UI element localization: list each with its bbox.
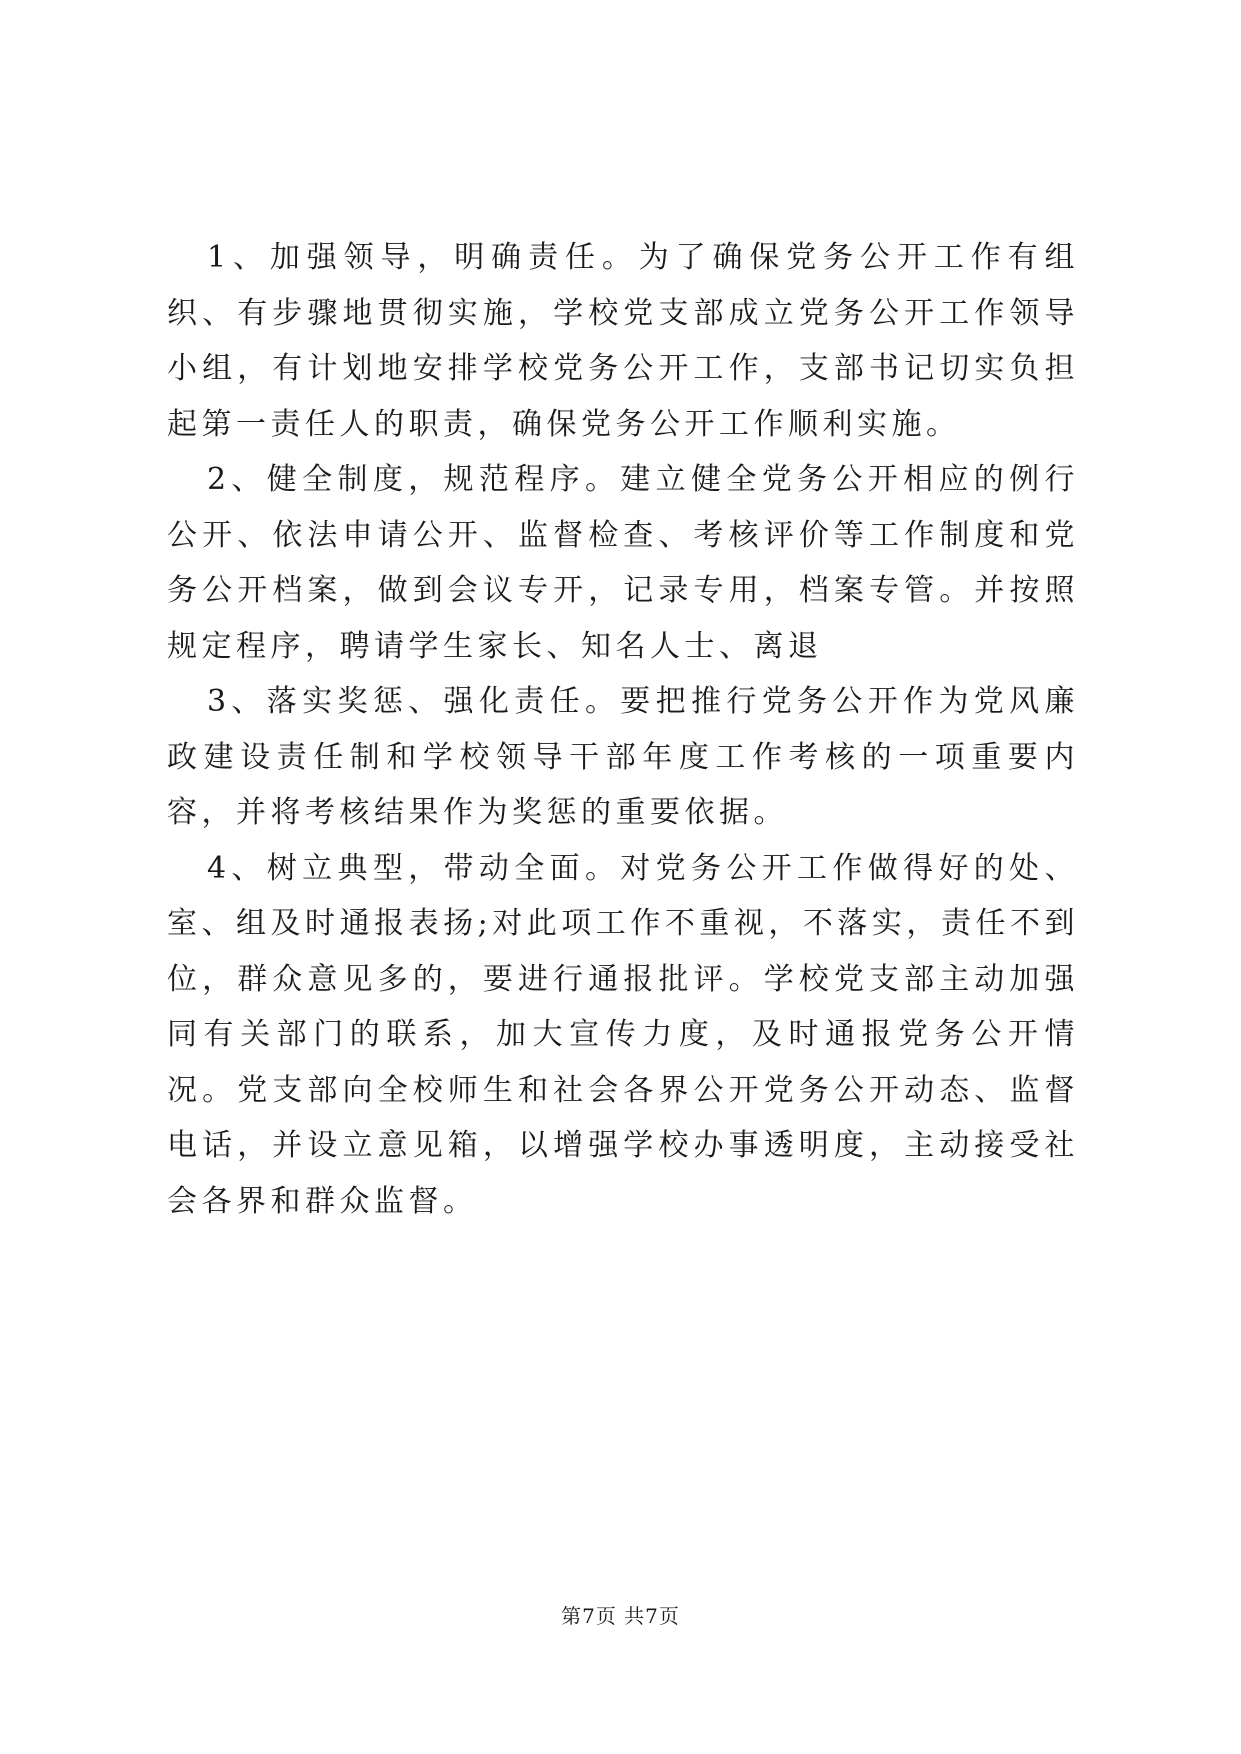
paragraph-4: 4、树立典型，带动全面。对党务公开工作做得好的处、室、组及时通报表扬;对此项工作不重视，不落实，责任不到位，群众意见多的，要进行通报批评。学校党支部主动加强同有关部门的联系，加大宣传力度，及时通报党务公开情况。党支部向全校师生和社会各界公开党务公开动态、监督电话，并设立意见箱，以增强学校办事透明度，主动接受社会各界和群众监督。 xyxy=(167,850,1079,1219)
paragraph-3: 3、落实奖惩、强化责任。要把推行党务公开作为党风廉政建设责任制和学校领导干部年度工作考核的一项重要内容，并将考核结果作为奖惩的重要依据。 xyxy=(167,684,1079,830)
page-footer: 第7页 共7页 xyxy=(561,1604,680,1628)
paragraph-2: 2、健全制度，规范程序。建立健全党务公开相应的例行公开、依法申请公开、监督检查、考核评价等工作制度和党务公开档案，做到会议专开，记录专用，档案专管。并按照规定程序，聘请学生家长、知名人士、离退 xyxy=(167,462,1079,664)
paragraph-1: 1、加强领导，明确责任。为了确保党务公开工作有组织、有步骤地贯彻实施，学校党支部成立党务公开工作领导小组，有计划地安排学校党务公开工作，支部书记切实负担起第一责任人的职责，确保党务公开工作顺利实施。 xyxy=(167,240,1079,442)
document-body xyxy=(167,230,1079,1229)
